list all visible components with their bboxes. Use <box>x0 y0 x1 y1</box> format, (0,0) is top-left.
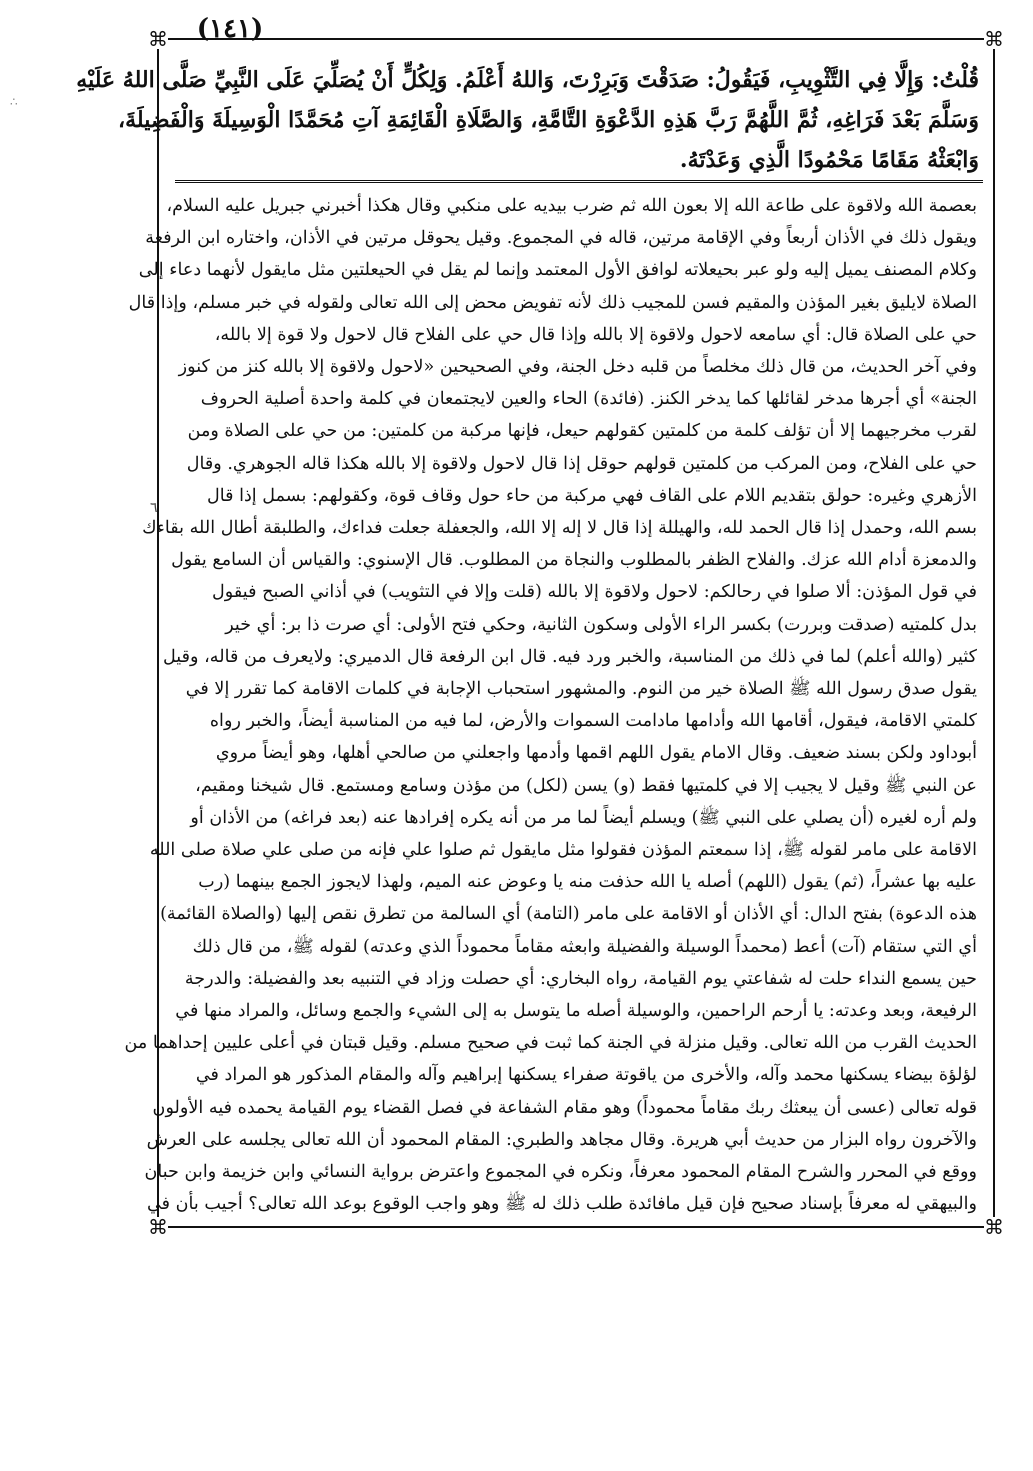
commentary-line: ويقول ذلك في الأذان أربعاً وفي الإقامة مرتين، قاله في المجموع. وقيل يحوقل مرتين في الأذان، واختاره ابن الرفعة <box>145 228 977 249</box>
commentary-line: في قول المؤذن: ألا صلوا في رحالكم: لاحول ولاقوة إلا بالله (قلت وإلا في التثويب) في أذاني الصبح فيقول <box>212 582 977 603</box>
commentary-line: والآخرون رواه البزار من حديث أبي هريرة. وقال مجاهد والطبري: المقام المحمود أن الله تعالى يجلسه على العرش <box>146 1129 977 1150</box>
main-text-line: وَابْعَثْهُ مَقَامًا مَحْمُودًا الَّذِي وَعَدْتَهُ. <box>679 147 979 173</box>
commentary-line: بعصمة الله ولاقوة على طاعة الله إلا بعون الله ثم ضرب بيديه على منكبي وقال هكذا أخبرني جبريل عليه السلام، <box>166 196 977 216</box>
commentary-line: ووقع في المحرر والشرح المقام المحمود معرفاً، ونكره في المجموع واعترض برواية النسائي وابن خزيمة وابن حبان <box>144 1162 977 1183</box>
commentary-line: كثير (والله أعلم) لما في ذلك من المناسبة، والخبر ورد فيه. قال ابن الرفعة قال الدميري: ولايعرف من قاله، وقيل <box>162 646 977 667</box>
commentary-line: عليه بها عشراً، (ثم) يقول (اللهم) أصله يا الله حذفت منه يا وعوض عنه الميم، ولهذا لايجوز الجمع بينهما (رب <box>198 872 977 893</box>
commentary-line: كلمتي الاقامة، فيقول، أقامها الله وأدامها مادامت السموات والأرض، لما فيه من المناسبة أيضاً، والخبر رواه <box>209 711 977 732</box>
commentary-line: بدل كلمتيه (صدقت وبررت) بكسر الراء الأولى وسكون الثانية، وحكي فتح الأولى: أي صرت ذا بر: أي خير <box>225 614 977 635</box>
scan-speck: ∴ <box>10 95 18 109</box>
corner-ornament-icon: ⌘ <box>984 27 1004 51</box>
corner-ornament-icon: ⌘ <box>148 27 168 51</box>
commentary-line: والدمعزة أدام الله عزك. والفلاح الظفر بالمطلوب والنجاة من المطلوب. قال الإسنوي: والقياس أن السامع يقول <box>171 550 977 571</box>
commentary-line: حي على الصلاة قال: أي سامعه لاحول ولاقوة إلا بالله وإذا قال حي على الفلاح قال لاحول ولا قوة إلا بالله، <box>214 324 977 345</box>
corner-ornament-icon: ⌘ <box>984 1215 1004 1239</box>
commentary-line: أبوداود ولكن بسند ضعيف. وقال الامام يقول اللهم اقمها وأدمها واجعلني من صالحي أهلها، وهو أيضاً مروي <box>215 743 977 764</box>
commentary-line: أي التي ستقام (آت) أعط (محمداً الوسيلة والفضيلة وابعثه مقاماً محموداً الذي وعدته) لقوله ﷺ، من قال ذلك <box>192 936 977 957</box>
page-number: (١٤١) <box>196 14 264 44</box>
main-text-line: وَسَلَّمَ بَعْدَ فَرَاغِهِ، ثُمَّ اللَّهُمَّ رَبَّ هَذِهِ الدَّعْوَةِ التَّامَّةِ، وَالصَّلَاةِ الْقَائِمَةِ آتِ مُحَمَّدًا الْوَسِيلَةَ وَالْفَضِيلَةَ، <box>118 107 979 133</box>
commentary-line: لؤلؤة بيضاء يسكنها محمد وآله، والأخرى من ياقوتة صفراء يسكنها إبراهيم وآله والمقام المذكور هو المراد في <box>195 1065 977 1086</box>
commentary-line: الأزهري وغيره: حولق بتقديم اللام على القاف فهي مركبة من حاء حول وقاف قوة، وكقولهم: بسمل إذا قال <box>206 485 977 506</box>
commentary-line: لقرب مخرجيهما إلا أن تؤلف كلمة من كلمتين كقولهم حيعل، فإنها مركبة من كلمتين: من حي على الصلاة ومن <box>187 421 977 442</box>
commentary-line: حي على الفلاح، ومن المركب من كلمتين قولهم حوقل إذا قال لاحول ولاقوة إلا بالله هكذا قاله الجوهري. وقال <box>186 453 977 474</box>
corner-ornament-icon: ⌘ <box>148 1215 168 1239</box>
commentary-line: يقول صدق رسول الله ﷺ الصلاة خير من النوم. والمشهور استحباب الإجابة في كلمات الاقامة كما تقرر إلا في <box>185 679 977 700</box>
main-text-line: قُلْتُ: وَإِلَّا فِي التَّثْوِيبِ، فَيَقُولُ: صَدَقْتَ وَبَرِرْتَ، وَاللهُ أَعْلَمُ. وَلِكُلٍّ أَنْ يُصَلِّيَ عَلَى النَّبِيِّ صَلَّى اللهُ عَلَيْهِ <box>76 67 979 93</box>
main-text <box>76 60 979 180</box>
commentary-line: الحديث القرب من الله تعالى. وقيل منزلة في الجنة كما ثبت في صحيح مسلم. وقيل قبتان في أعلى عليين إحداهما من <box>124 1033 977 1054</box>
commentary-line: الصلاة لايليق بغير المؤذن والمقيم فسن للمجيب ذلك لأنه تفويض محض إلى الله تعالى ولقوله في خبر مسلم، وإذا قال <box>128 292 977 313</box>
commentary-line: الاقامة على مامر لقوله ﷺ، إذا سمعتم المؤذن فقولوا مثل مايقول ثم صلوا علي فإنه من صلى علي صلاة صلى الله <box>149 840 977 861</box>
commentary-line: حين يسمع النداء حلت له شفاعتي يوم القيامة، رواه البخاري: أي حصلت وزاد في التنبيه بعد والفضيلة: والدرجة <box>184 968 977 989</box>
commentary-text <box>124 190 977 1221</box>
commentary-line: الرفيعة، وبعد وعدته: يا أرحم الراحمين، والوسيلة أصله ما يتوسل به إلى الشيء والجمع وسائل، والمراد منها في <box>175 1001 977 1022</box>
commentary-line: عن النبي ﷺ وقيل لا يجيب إلا في كلمتيها فقط (و) يسن (لكل) من مؤذن وسامع ومستمع. قال شيخنا ومقيم، <box>195 775 977 796</box>
commentary-line: وكلام المصنف يميل إليه ولو عبر بحيعلاته لوافق الأول المعتمد وإنما لم يقل في الحيعلتين مثل مايقول لأنهما دعاء إلى <box>138 260 977 281</box>
margin-note: ٦ <box>150 500 158 516</box>
commentary-line: والبيهقي له معرفاً بإسناد صحيح فإن قيل مافائدة طلب ذلك له ﷺ وهو واجب الوقوع بوعد الله تعالى؟ أجيب بأن في <box>146 1194 977 1215</box>
commentary-line: وفي آخر الحديث، من قال ذلك مخلصاً من قلبه دخل الجنة، وفي الصحيحين «لاحول ولاقوة إلا بالله كنز من كنوز <box>178 357 977 378</box>
commentary-line: قوله تعالى (عسى أن يبعثك ربك مقاماً محموداً) وهو مقام الشفاعة في فصل القضاء يوم القيامة يحمده فيه الأولون <box>152 1097 977 1118</box>
section-divider <box>175 180 983 183</box>
commentary-line: ولم أره لغيره (أن يصلي على النبي ﷺ) ويسلم أيضاً لما مر من أنه يكره إفرادها عنه (بعد فراغه) من الأذان أو <box>190 807 977 828</box>
commentary-line: هذه الدعوة) بفتح الدال: أي الأذان أو الاقامة على مامر (التامة) أي السالمة من تطرق نقص إليها (والصلاة القائمة) <box>160 904 977 925</box>
commentary-line: بسم الله، وحمدل إذا قال الحمد لله، والهيللة إذا قال لا إله إلا الله، والجعفلة جعلت فداءك، والطلبقة أطال الله بقاءك <box>142 518 977 539</box>
commentary-line: الجنة» أي أجرها مدخر لقائلها كما يدخر الكنز. (فائدة) الحاء والعين لايجتمعان في كلمة واحدة أصلية الحروف <box>200 389 977 410</box>
